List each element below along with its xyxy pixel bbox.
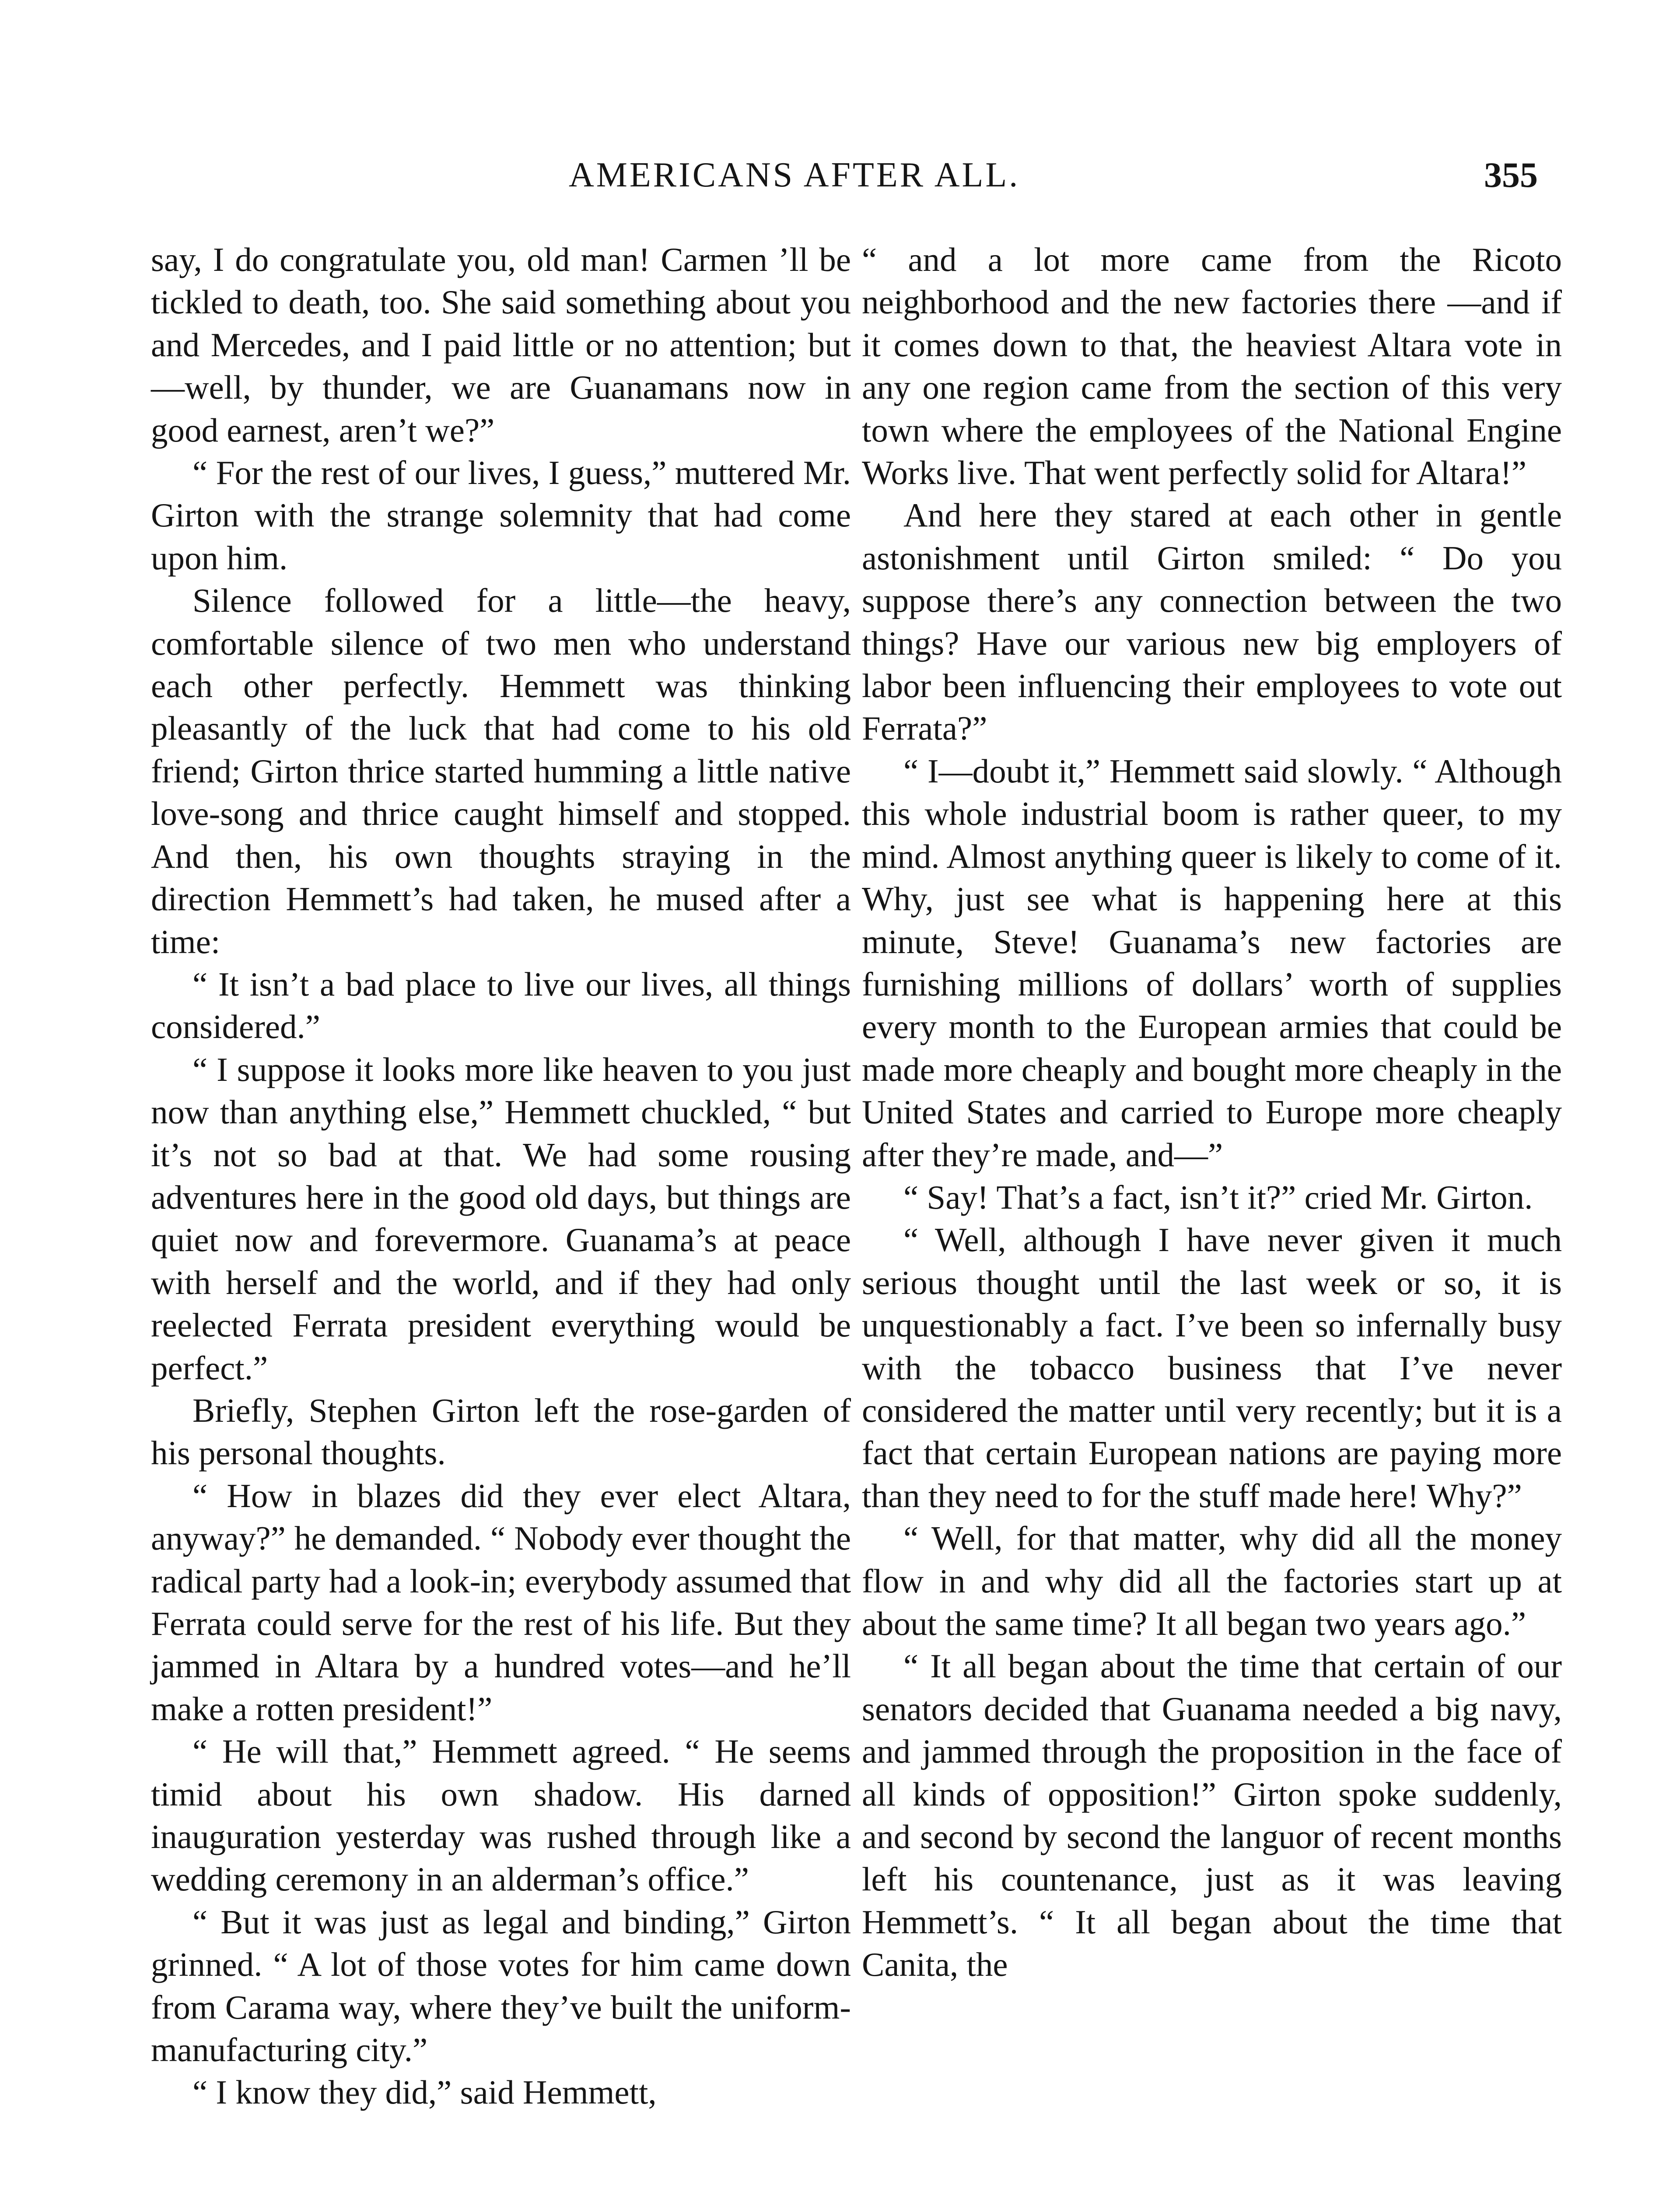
paragraph: “ I know they did,” said Hemmett, — [192, 2073, 657, 2111]
paragraph: “ It all began about the time that certain of our senators decided that Guanama needed a big navy, and jammed through the proposition in the face of all kinds of opposition!” Girton spoke suddenly, and second by second the languor of recent months left his countenance, just as it was leaving Hemmett’s. “ It all began about the time that Canita, the — [862, 1647, 1562, 1984]
paragraph: say, I do congratulate you, old man! Carmen ’ll be tickled to death, too. She said something about you and Mercedes, and I paid little or no attention; but—well, by thunder, we are Guanamans now in good earnest, aren’t we?” — [151, 241, 851, 449]
page-number: 355 — [1484, 155, 1538, 195]
paragraph: “ It isn’t a bad place to live our lives, all things considered.” — [151, 965, 851, 1046]
paragraph: “ How in blazes did they ever elect Altara, anyway?” he demanded. “ Nobody ever thought the radical party had a look-in; everybody assumed that Ferrata could serve for the rest of his life. But they jammed in Altara by a hundred votes—and he’ll make a rotten president!” — [151, 1476, 851, 1728]
paragraph: Silence followed for a little—the heavy, comfortable silence of two men who understand each other perfectly. Hemmett was thinking pleasantly of the luck that had come to his old friend; Girton thrice started humming a little native love-song and thrice caught himself and stopped. And then, his own thoughts straying in the direction Hemmett’s had taken, he mused after a time: — [151, 582, 851, 961]
left-column — [151, 238, 851, 2114]
paragraph: Briefly, Stephen Girton left the rose-garden of his personal thoughts. — [151, 1391, 851, 1472]
paragraph: “ and a lot more came from the Ricoto neighborhood and the new factories there —and if it comes down to that, the heaviest Altara vote in any one region came from the section of this very town where the employees of the National Engine Works live. That went perfectly solid for Altara!” — [862, 241, 1562, 492]
paragraph: “ But it was just as legal and binding,” Girton grinned. “ A lot of those votes for him came down from Carama way, where they’ve built the uniform-manufacturing city.” — [151, 1903, 851, 2069]
running-title: AMERICANS AFTER ALL. — [569, 156, 1020, 194]
paragraph: “ For the rest of our lives, I guess,” muttered Mr. Girton with the strange solemnity that had come upon him. — [151, 454, 851, 577]
paragraph: “ Well, for that matter, why did all the money flow in and why did all the factories start up at about the same time? It all began two years ago.” — [862, 1519, 1562, 1642]
paragraph: “ Well, although I have never given it much serious thought until the last week or so, it is unquestionably a fact. I’ve been so infernally busy with the tobacco business that I’ve never considered the matter until very recently; but it is a fact that certain European nations are paying more than they need to for the stuff made here! Why?” — [862, 1221, 1562, 1515]
paragraph: “ I—doubt it,” Hemmett said slowly. “ Although this whole industrial boom is rather queer, to my mind. Almost anything queer is likely to come of it. Why, just see what is happening here at this minute, Steve! Guanama’s new factories are furnishing millions of dollars’ worth of supplies every month to the European armies that could be made more cheaply and bought more cheaply in the United States and carried to Europe more cheaply after they’re made, and—” — [862, 752, 1562, 1174]
paragraph: “ I suppose it looks more like heaven to you just now than anything else,” Hemmett chuckled, “ but it’s not so bad at that. We had some rousing adventures here in the good old days, but things are quiet now and forevermore. Guanama’s at peace with herself and the world, and if they had only reelected Ferrata president everything would be perfect.” — [151, 1050, 851, 1387]
paragraph: “ Say! That’s a fact, isn’t it?” cried Mr. Girton. — [903, 1178, 1533, 1216]
paragraph: “ He will that,” Hemmett agreed. “ He seems timid about his own shadow. His darned inauguration yesterday was rushed through like a wedding ceremony in an alderman’s office.” — [151, 1732, 851, 1898]
paragraph: And here they stared at each other in gentle astonishment until Girton smiled: “ Do you suppose there’s any connection between the two things? Have our various new big employers of labor been influencing their employees to vote out Ferrata?” — [862, 496, 1562, 747]
right-column — [862, 238, 1562, 1986]
running-head — [0, 151, 1680, 199]
